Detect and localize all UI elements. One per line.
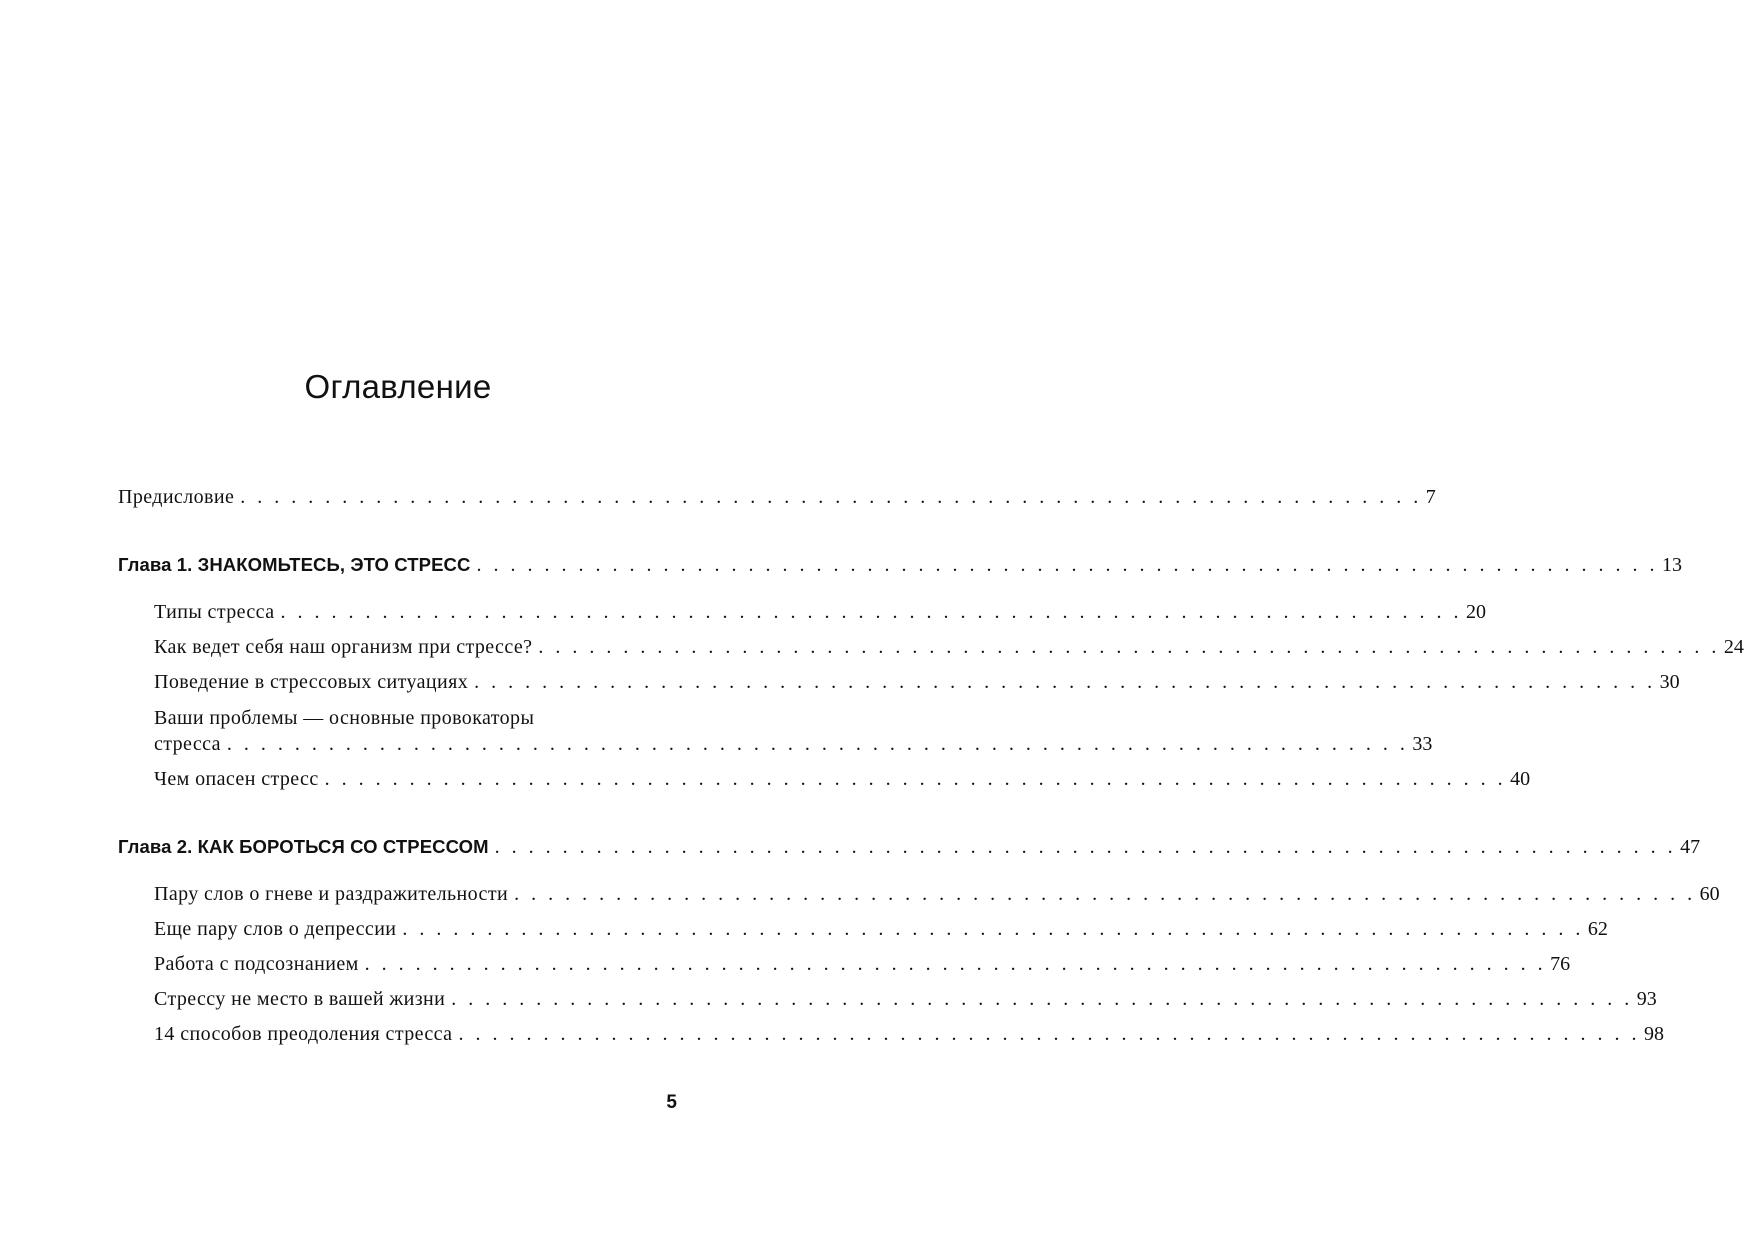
toc-page-number: 30 bbox=[1659, 671, 1680, 693]
toc-page-number: 33 bbox=[1412, 733, 1433, 755]
dot-leader: . . . . . . . . . . . . . . . . . . . . . . . . . . . . . . . . . . . . . . . . . . . . . . . . . . . . . . . . . . . . . . . . . . . . . . bbox=[538, 636, 1720, 658]
chapter-title: Глава 2. КАК БОРОТЬСЯ СО СТРЕССОМ bbox=[118, 836, 489, 857]
dot-leader: . . . . . . . . . . . . . . . . . . . . . . . . . . . . . . . . . . . . . . . . . . . . . . . . . . . . . . . . . . . . . . . . . . . . . . bbox=[226, 733, 1409, 755]
toc-page-number: 60 bbox=[1699, 883, 1720, 905]
dot-leader: . . . . . . . . . . . . . . . . . . . . . . . . . . . . . . . . . . . . . . . . . . . . . . . . . . . . . . . . . . . . . . . . . . . . . . bbox=[494, 836, 1677, 858]
toc-entry-label: Еще пару слов о депрессии bbox=[154, 918, 397, 940]
toc-entry[interactable] bbox=[154, 768, 1531, 796]
toc-page-number: 62 bbox=[1587, 918, 1608, 940]
toc-page-number: 24 bbox=[1723, 636, 1744, 658]
toc-entry-label: Работа с подсознанием bbox=[154, 953, 359, 975]
toc-entry-label: Типы стресса bbox=[154, 601, 275, 623]
toc-chapter-1[interactable] bbox=[118, 554, 1682, 582]
toc-page-number: 7 bbox=[1425, 486, 1436, 508]
toc-entry[interactable] bbox=[154, 636, 1744, 664]
toc-entry[interactable] bbox=[154, 671, 1680, 699]
toc-page-number: 76 bbox=[1550, 953, 1571, 975]
chapter-title: Глава 1. ЗНАКОМЬТЕСЬ, ЭТО СТРЕСС bbox=[118, 554, 471, 575]
toc-entry-label: Стрессу не место в вашей жизни bbox=[154, 988, 446, 1010]
page-title: Оглавление bbox=[304, 368, 492, 405]
toc-entry[interactable] bbox=[154, 883, 1720, 911]
toc-entry-label-line2: стресса bbox=[154, 733, 221, 755]
dot-leader: . . . . . . . . . . . . . . . . . . . . . . . . . . . . . . . . . . . . . . . . . . . . . . . . . . . . . . . . . . . . . . . . . . . . . . bbox=[451, 988, 1633, 1010]
dot-leader: . . . . . . . . . . . . . . . . . . . . . . . . . . . . . . . . . . . . . . . . . . . . . . . . . . . . . . . . . . . . . . . . . . . . . . bbox=[458, 1023, 1640, 1045]
toc-chapter-2[interactable] bbox=[118, 836, 1701, 864]
dot-leader: . . . . . . . . . . . . . . . . . . . . . . . . . . . . . . . . . . . . . . . . . . . . . . . . . . . . . . . . . . . . . . . . . . . . . . bbox=[474, 671, 1656, 693]
toc-entry[interactable] bbox=[154, 601, 1486, 629]
toc-page-number: 20 bbox=[1465, 601, 1486, 623]
toc-page-number: 47 bbox=[1680, 836, 1701, 858]
dot-leader: . . . . . . . . . . . . . . . . . . . . . . . . . . . . . . . . . . . . . . . . . . . . . . . . . . . . . . . . . . . . . . . . . . . . . . bbox=[240, 486, 1422, 508]
toc-entry-label-line1: Ваши проблемы — основные провокаторы bbox=[154, 707, 535, 729]
toc-entry-label: Как ведет себя наш организм при стрессе? bbox=[154, 636, 533, 658]
toc-entry[interactable] bbox=[154, 988, 1657, 1016]
page-number: 5 bbox=[666, 1092, 677, 1113]
toc-entry-label: Чем опасен стресс bbox=[154, 768, 319, 790]
toc-page-number: 93 bbox=[1636, 988, 1657, 1010]
toc-page-number: 98 bbox=[1643, 1023, 1664, 1045]
toc-entry[interactable] bbox=[154, 953, 1571, 981]
toc-entry[interactable] bbox=[154, 1023, 1664, 1051]
toc-entry-label: Предисловие bbox=[118, 486, 235, 508]
toc-entry[interactable] bbox=[154, 918, 1608, 946]
dot-leader: . . . . . . . . . . . . . . . . . . . . . . . . . . . . . . . . . . . . . . . . . . . . . . . . . . . . . . . . . . . . . . . . . . . . . . bbox=[476, 554, 1658, 576]
toc-entry[interactable] bbox=[154, 733, 1433, 761]
toc-page-number: 13 bbox=[1661, 554, 1682, 576]
dot-leader: . . . . . . . . . . . . . . . . . . . . . . . . . . . . . . . . . . . . . . . . . . . . . . . . . . . . . . . . . . . . . . . . . . . . . . bbox=[364, 953, 1547, 975]
dot-leader: . . . . . . . . . . . . . . . . . . . . . . . . . . . . . . . . . . . . . . . . . . . . . . . . . . . . . . . . . . . . . . . . . . . . . . bbox=[280, 601, 1462, 623]
dot-leader: . . . . . . . . . . . . . . . . . . . . . . . . . . . . . . . . . . . . . . . . . . . . . . . . . . . . . . . . . . . . . . . . . . . . . . bbox=[324, 768, 1507, 790]
toc-entry-label: Пару слов о гневе и раздражительности bbox=[154, 883, 509, 905]
toc-page-number: 40 bbox=[1510, 768, 1531, 790]
toc-entry-preface[interactable] bbox=[118, 486, 1436, 514]
dot-leader: . . . . . . . . . . . . . . . . . . . . . . . . . . . . . . . . . . . . . . . . . . . . . . . . . . . . . . . . . . . . . . . . . . . . . . bbox=[514, 883, 1696, 905]
toc-entry-label: 14 способов преодоления стресса bbox=[154, 1023, 453, 1045]
toc-entry-label: Поведение в стрессовых ситуациях bbox=[154, 671, 469, 693]
dot-leader: . . . . . . . . . . . . . . . . . . . . . . . . . . . . . . . . . . . . . . . . . . . . . . . . . . . . . . . . . . . . . . . . . . . . . . bbox=[402, 918, 1584, 940]
